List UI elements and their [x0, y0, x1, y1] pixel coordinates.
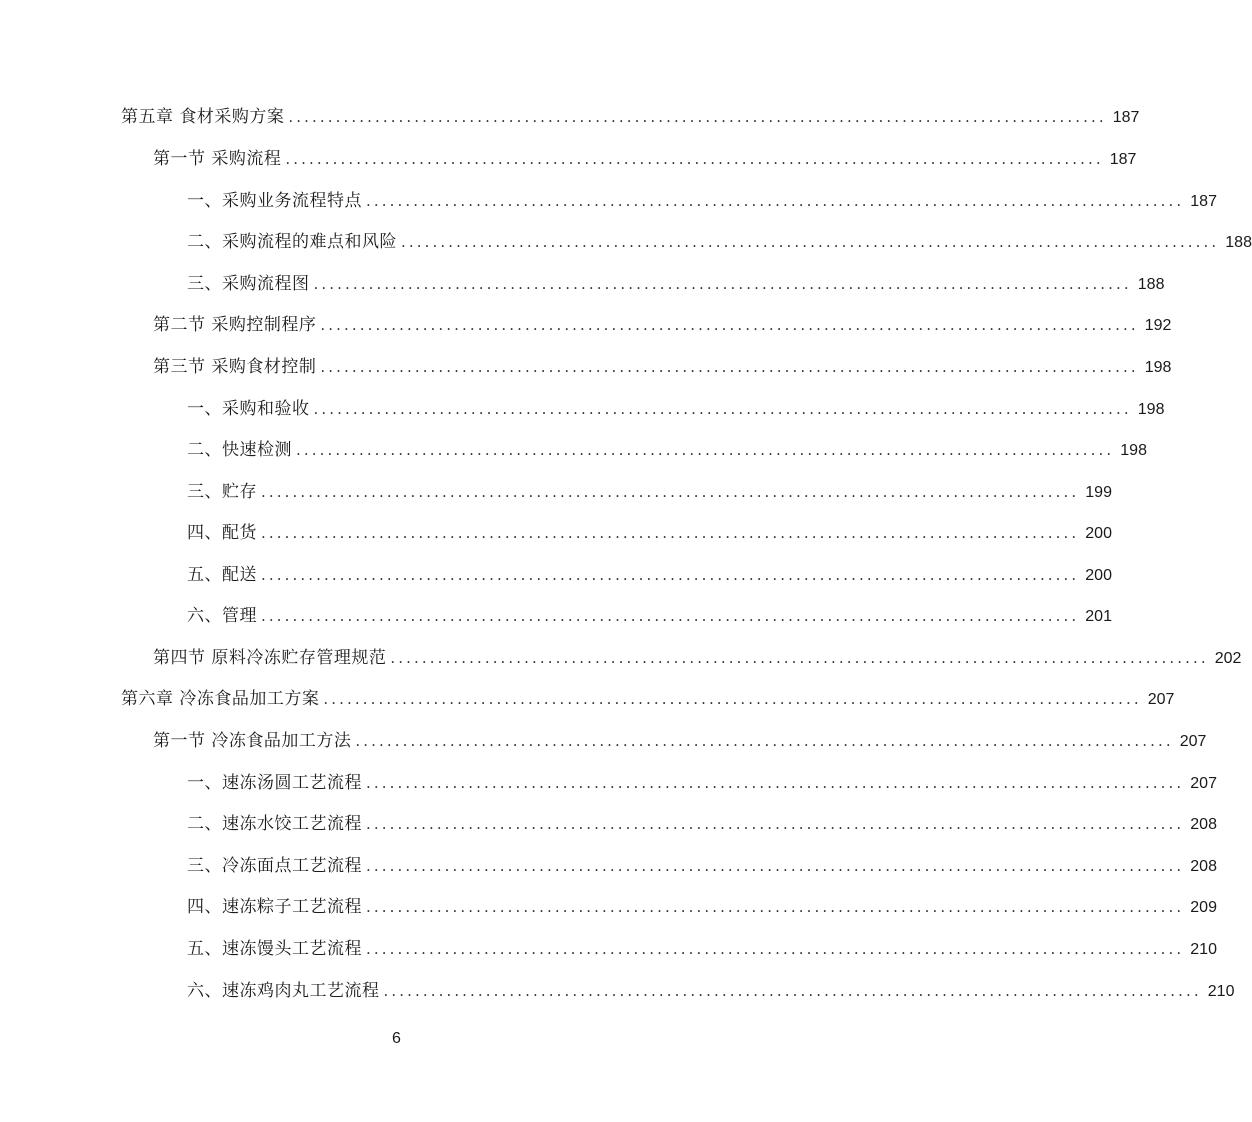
toc-entry[interactable]	[187, 976, 1235, 1006]
toc-entry[interactable]	[187, 601, 1112, 631]
toc-entry[interactable]	[121, 102, 1140, 132]
toc-leader-dots: ........................................................................................................	[366, 192, 1185, 210]
toc-entry-page: 187	[1190, 193, 1217, 210]
toc-entry-page: 201	[1085, 608, 1112, 625]
toc-leader-dots: ........................................................................................................	[313, 400, 1132, 418]
toc-entry[interactable]	[187, 809, 1217, 839]
toc-entry[interactable]	[187, 435, 1147, 465]
toc-entry-page: 207	[1190, 775, 1217, 792]
toc-entry-page: 209	[1190, 899, 1217, 916]
toc-entry-label: 一、采购和验收	[187, 399, 310, 419]
toc-entry-page: 210	[1207, 983, 1235, 1000]
toc-entry[interactable]	[187, 477, 1112, 507]
toc-entry-label: 第二节 采购控制程序	[153, 315, 317, 335]
toc-entry[interactable]	[153, 643, 1242, 673]
toc-entry-page: 188	[1225, 234, 1252, 251]
toc-entry-label: 三、冷冻面点工艺流程	[187, 856, 362, 876]
toc-leader-dots: ........................................................................................................	[288, 108, 1107, 126]
toc-entry[interactable]	[153, 144, 1137, 174]
toc-entry-label: 四、速冻粽子工艺流程	[187, 897, 362, 917]
toc-entry[interactable]	[187, 934, 1217, 964]
toc-entry[interactable]	[187, 560, 1112, 590]
toc-entry-label: 第三节 采购食材控制	[153, 357, 317, 377]
toc-entry[interactable]	[187, 394, 1165, 424]
toc-entry-page: 210	[1190, 941, 1217, 958]
toc-entry-page: 192	[1144, 317, 1172, 334]
toc-entry[interactable]	[187, 892, 1217, 922]
toc-entry-page: 198	[1137, 401, 1165, 418]
toc-leader-dots: ........................................................................................................	[355, 732, 1174, 750]
toc-entry-page: 198	[1144, 359, 1172, 376]
toc-leader-dots: ........................................................................................................	[296, 441, 1115, 459]
toc-entry[interactable]	[187, 227, 1252, 257]
toc-leader-dots: ........................................................................................................	[366, 815, 1185, 833]
toc-leader-dots: ........................................................................................................	[261, 566, 1080, 584]
toc-entry-label: 一、采购业务流程特点	[187, 191, 362, 211]
toc-entry-label: 第六章 冷冻食品加工方案	[121, 689, 320, 709]
toc-entry-page: 200	[1085, 567, 1112, 584]
toc-entry-label: 二、快速检测	[187, 440, 292, 460]
toc-entry[interactable]	[187, 851, 1217, 881]
toc-entry-page: 199	[1085, 484, 1112, 501]
toc-leader-dots: ........................................................................................................	[366, 940, 1185, 958]
toc-entry-label: 第五章 食材采购方案	[121, 107, 285, 127]
toc-entry[interactable]	[153, 352, 1172, 382]
toc-entry-label: 一、速冻汤圆工艺流程	[187, 773, 362, 793]
toc-entry[interactable]	[187, 518, 1112, 548]
toc-leader-dots: ........................................................................................................	[320, 316, 1139, 334]
toc-leader-dots: ........................................................................................................	[401, 233, 1220, 251]
toc-entry-label: 四、配货	[187, 523, 257, 543]
toc-leader-dots: ........................................................................................................	[323, 690, 1142, 708]
toc-leader-dots: ........................................................................................................	[383, 982, 1202, 1000]
toc-entry-label: 二、速冻水饺工艺流程	[187, 814, 362, 834]
page-number: 6	[392, 1030, 401, 1047]
toc-entry-label: 第四节 原料冷冻贮存管理规范	[153, 648, 387, 668]
toc-entry-label: 六、管理	[187, 606, 257, 626]
toc-entry[interactable]	[121, 684, 1175, 714]
toc-entry-page: 207	[1179, 733, 1207, 750]
toc-entry-label: 第一节 采购流程	[153, 149, 282, 169]
toc-entry-page: 207	[1147, 691, 1175, 708]
toc-entry-label: 六、速冻鸡肉丸工艺流程	[187, 981, 380, 1001]
toc-entry-page: 208	[1190, 858, 1217, 875]
toc-leader-dots: ........................................................................................................	[390, 649, 1209, 667]
toc-entry-label: 二、采购流程的难点和风险	[187, 232, 397, 252]
toc-leader-dots: ........................................................................................................	[366, 774, 1185, 792]
toc-entry[interactable]	[187, 768, 1217, 798]
toc-leader-dots: ........................................................................................................	[261, 483, 1080, 501]
toc-entry-page: 188	[1137, 276, 1165, 293]
toc-leader-dots: ........................................................................................................	[313, 275, 1132, 293]
toc-entry-label: 第一节 冷冻食品加工方法	[153, 731, 352, 751]
toc-leader-dots: ........................................................................................................	[261, 607, 1080, 625]
toc-entry-page: 187	[1109, 151, 1137, 168]
toc-entry-page: 208	[1190, 816, 1217, 833]
toc-entry-label: 五、配送	[187, 565, 257, 585]
toc-entry-page: 187	[1112, 109, 1140, 126]
toc-entry-label: 三、采购流程图	[187, 274, 310, 294]
toc-entry[interactable]	[187, 186, 1217, 216]
toc-entry[interactable]	[153, 310, 1172, 340]
toc-entry-label: 三、贮存	[187, 482, 257, 502]
toc-leader-dots: ........................................................................................................	[320, 358, 1139, 376]
toc-entry-page: 198	[1120, 442, 1147, 459]
toc-leader-dots: ........................................................................................................	[366, 898, 1185, 916]
toc-entry-page: 200	[1085, 525, 1112, 542]
toc-leader-dots: ........................................................................................................	[285, 150, 1104, 168]
toc-leader-dots: ........................................................................................................	[261, 524, 1080, 542]
toc-entry[interactable]	[187, 269, 1165, 299]
toc-leader-dots: ........................................................................................................	[366, 857, 1185, 875]
toc-entry[interactable]	[153, 726, 1207, 756]
toc-entry-label: 五、速冻馒头工艺流程	[187, 939, 362, 959]
toc-entry-page: 202	[1214, 650, 1242, 667]
